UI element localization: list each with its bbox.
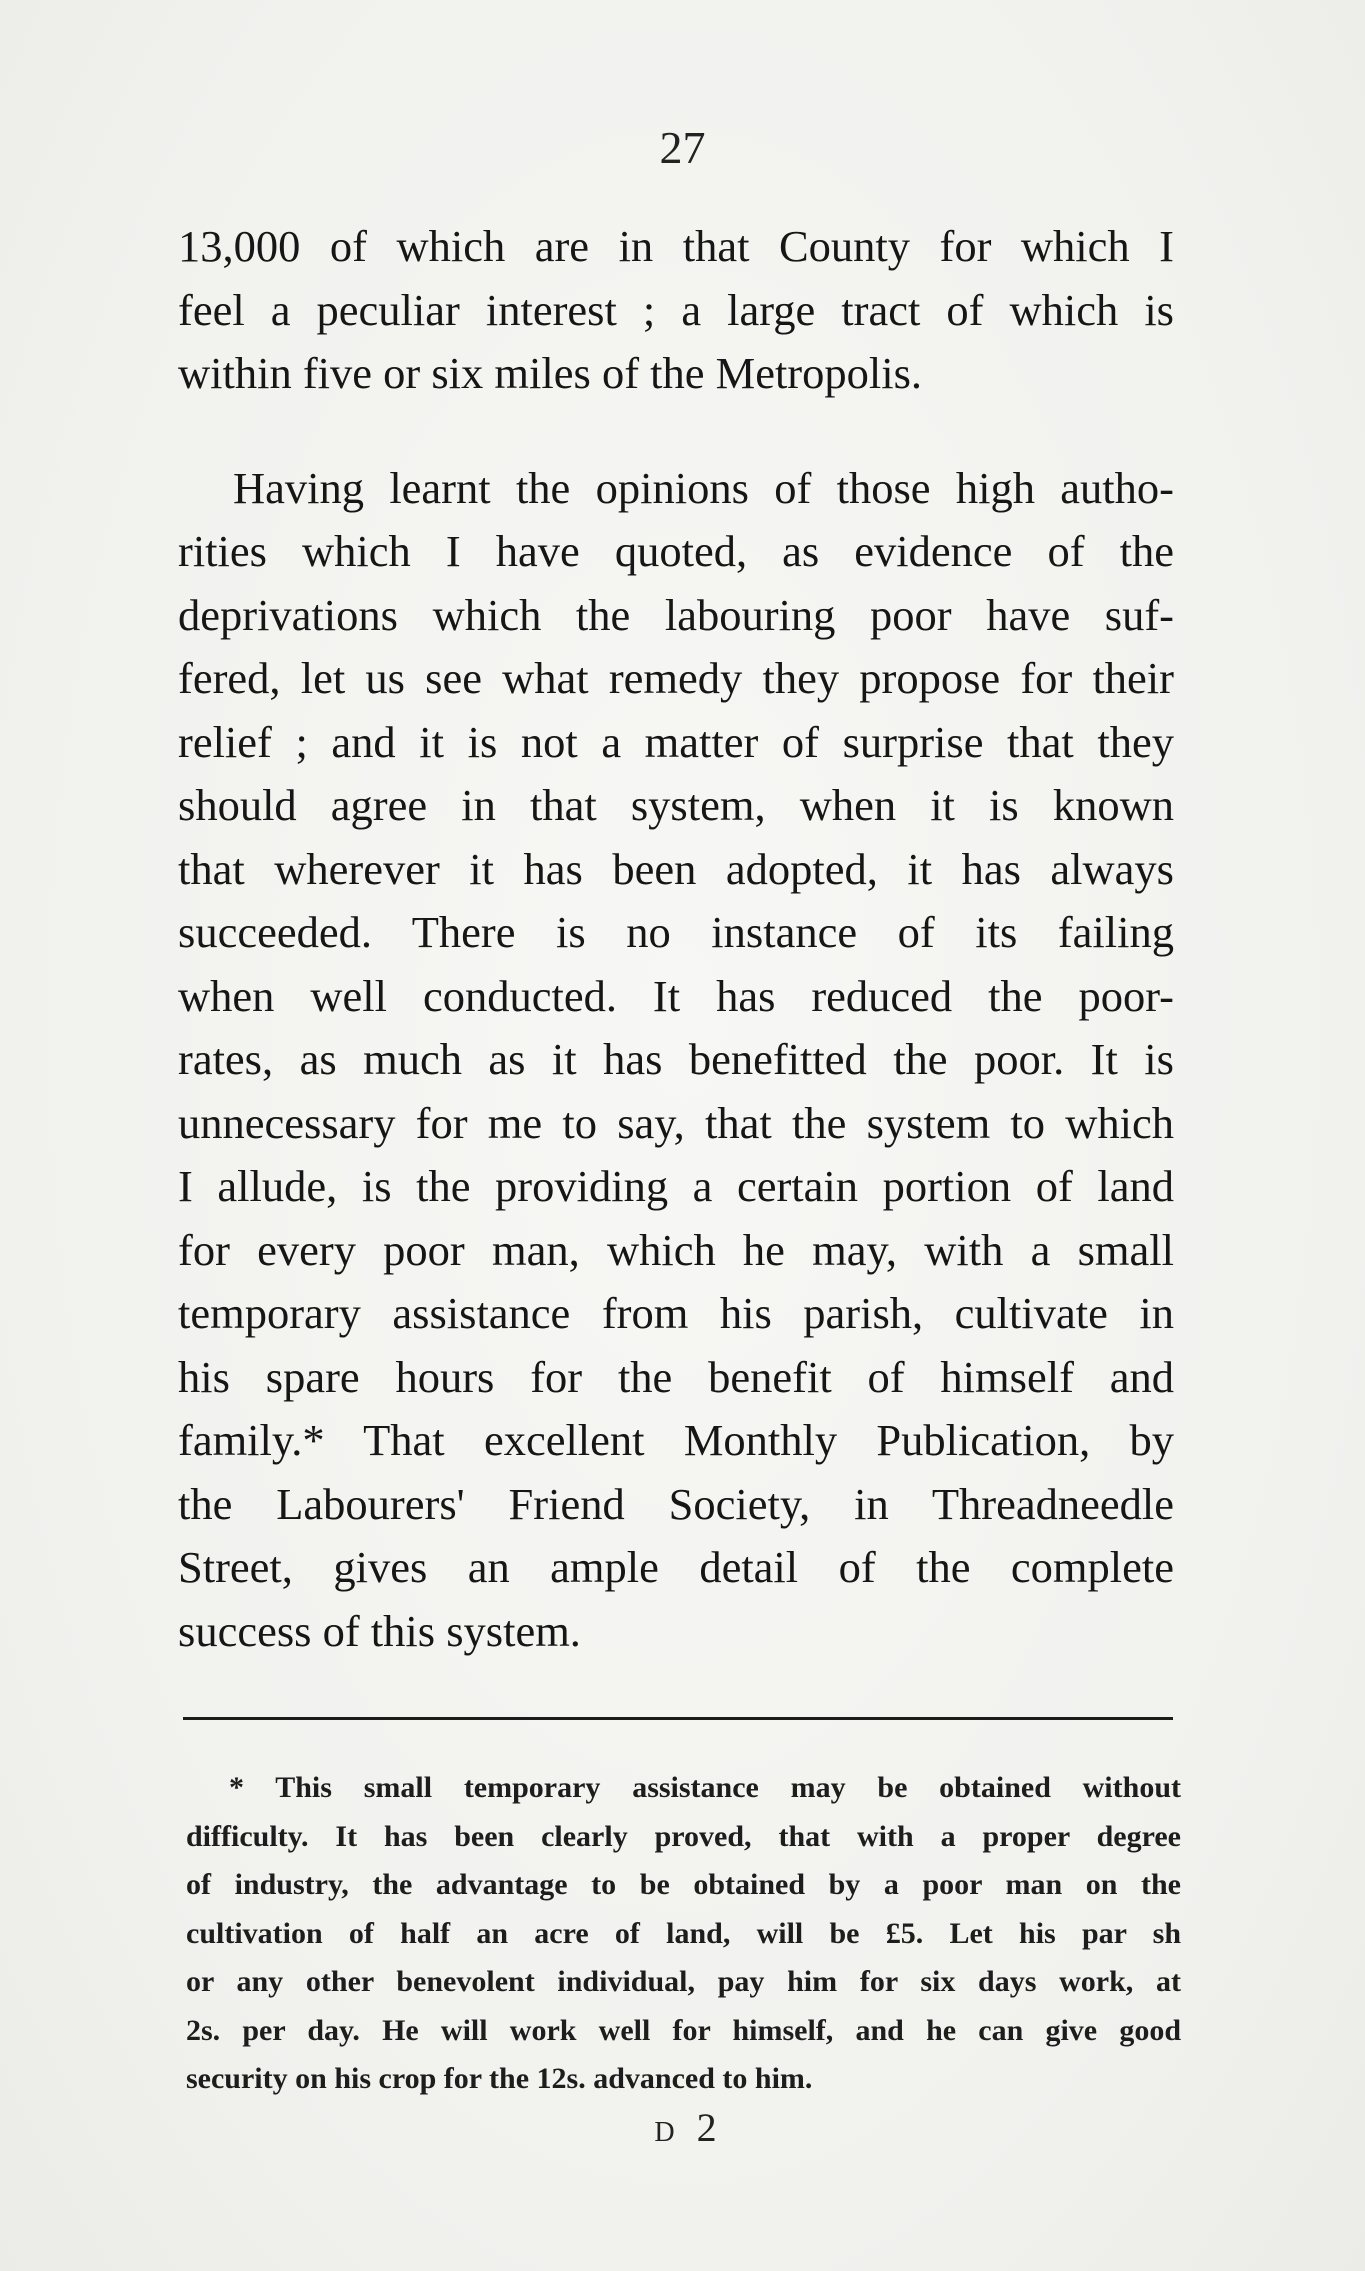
paragraph-gap: [178, 406, 1174, 457]
text-line: 13,000 of which are in that County for which I: [178, 221, 1174, 271]
signature-number: 2: [696, 2105, 739, 2150]
text-line: fered, let us see what remedy they propose for their: [178, 653, 1174, 703]
text-line: unnecessary for me to say, that the system to which: [178, 1097, 1174, 1148]
text-line: the Labourers' Friend Society, in Threadneedle: [178, 1478, 1174, 1529]
text-line: rities which I have quoted, as evidence of the: [178, 526, 1174, 576]
main-text: [178, 215, 1174, 1663]
paragraph-2: [178, 457, 1174, 1664]
footnote-line: security on his crop for the 12s. advanced to him.: [186, 2062, 813, 2095]
text-line: that wherever it has been adopted, it has always: [178, 843, 1174, 894]
text-line: temporary assistance from his parish, cultivate in: [178, 1288, 1174, 1338]
text-line: succeeded. There is no instance of its failing: [178, 907, 1174, 957]
text-line: deprivations which the labouring poor have suf-: [178, 589, 1174, 640]
footnote: [186, 1764, 1181, 2104]
text-line: feel a peculiar interest ; a large tract of which is: [178, 284, 1174, 335]
text-line: family.* That excellent Monthly Publication, by: [178, 1415, 1174, 1465]
signature-mark: [0, 2104, 1365, 2157]
footnote-line: 2s. per day. He will work well for himself, and he can give good: [186, 2013, 1181, 2047]
text-line: Street, gives an ample detail of the complete: [178, 1542, 1174, 1592]
footnote-line: difficulty. It has been clearly proved, that with a proper degree: [186, 1819, 1181, 1853]
text-line: rates, as much as it has benefitted the poor. It is: [178, 1034, 1174, 1084]
footnote-divider: [183, 1717, 1173, 1720]
text-line: should agree in that system, when it is known: [178, 780, 1174, 830]
footnote-line: or any other benevolent individual, pay him for six days work, at: [186, 1965, 1181, 1998]
text-line: his spare hours for the benefit of himself and: [178, 1351, 1174, 1402]
footnote-line: cultivation of half an acre of land, will be £5. Let his par sh: [186, 1916, 1181, 1950]
text-line: success of this system.: [178, 1605, 581, 1656]
footnote-line: * This small temporary assistance may be obtained without: [229, 1771, 1181, 1804]
text-line: I allude, is the providing a certain portion of land: [178, 1161, 1174, 1211]
text-line: when well conducted. It has reduced the poor-: [178, 970, 1174, 1021]
page-number: 27: [659, 122, 706, 173]
signature-letter: D: [654, 2117, 697, 2148]
text-line: Having learnt the opinions of those high autho-: [233, 462, 1174, 513]
text-line: for every poor man, which he may, with a small: [178, 1224, 1174, 1275]
text-line: relief ; and it is not a matter of surprise that they: [178, 716, 1174, 767]
text-line: within five or six miles of the Metropolis.: [178, 348, 923, 398]
paragraph-1: [178, 215, 1174, 406]
footnote-line: of industry, the advantage to be obtained by a poor man on the: [186, 1868, 1181, 1901]
